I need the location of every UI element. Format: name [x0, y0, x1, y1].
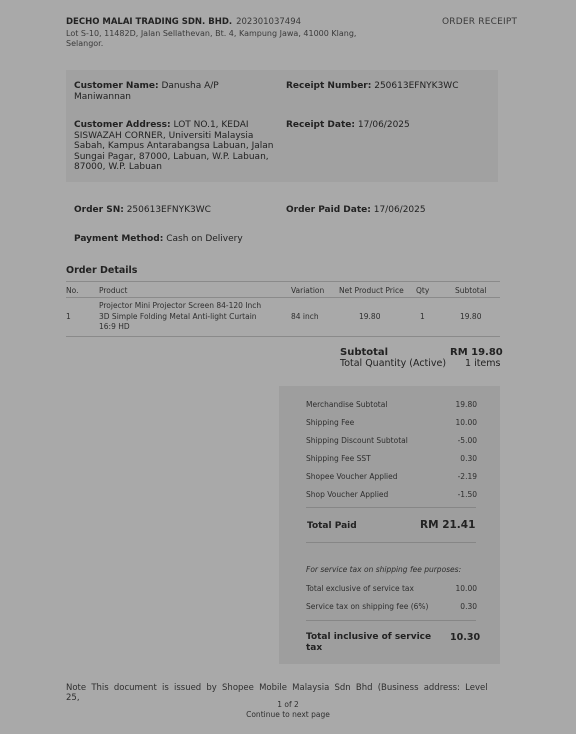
subtotal-value: RM 19.80 [450, 347, 503, 358]
customer-address-label: Customer Address: [74, 120, 171, 130]
tax-label: Total exclusive of service tax [306, 584, 414, 593]
seller-name [66, 17, 301, 27]
order-paid-date-label: Order Paid Date: [286, 205, 371, 215]
total-paid-label: Total Paid [307, 521, 357, 531]
tax-value: 10.00 [455, 584, 477, 593]
row-variation: 84 inch [291, 312, 319, 321]
page-number: 1 of 2 [277, 700, 299, 709]
receipt-date-label: Receipt Date: [286, 120, 355, 130]
payment-method-value: Cash on Delivery [166, 234, 243, 244]
summary-value: -5.00 [457, 436, 477, 445]
receipt-date [286, 120, 496, 131]
row-product: Projector Mini Projector Screen 84-120 Inch 3D Simple Folding Metal Anti-light Curtain 16:9 HD [99, 301, 262, 331]
customer-name-label: Customer Name: [74, 81, 159, 91]
document-type: ORDER RECEIPT [442, 17, 518, 27]
tax-value: 0.30 [460, 602, 477, 611]
column-header-subtotal: Subtotal [455, 286, 487, 295]
order-sn-label: Order SN: [74, 205, 124, 215]
seller-address: Lot S-10, 11482D, Jalan Sellathevan, Bt. 4, Kampung Jawa, 41000 Klang, Selangor. [66, 29, 357, 48]
footer-note: Note This document is issued by Shopee Mobile Malaysia Sdn Bhd (Business address: Level 25, [66, 683, 488, 703]
column-header-product: Product [99, 286, 128, 295]
row-net-price: 19.80 [359, 312, 381, 321]
order-details-title: Order Details [66, 265, 138, 276]
total-inclusive-label: Total inclusive of service tax [306, 632, 432, 653]
receipt-date-value: 17/06/2025 [357, 120, 410, 130]
table-top-divider [66, 281, 500, 282]
summary-divider [306, 620, 476, 621]
column-header-net-price: Net Product Price [339, 286, 404, 295]
tax-note: For service tax on shipping fee purposes: [306, 565, 462, 574]
customer-address-value: LOT NO.1, KEDAI SISWAZAH CORNER, Universiti Malaysia Sabah, Kampus Antarabangsa Labuan, Jalan Sungai Pagar, 87000, Labuan, W.P. Labuan, 87000, W.P. Labuan [74, 120, 274, 172]
row-subtotal: 19.80 [460, 312, 482, 321]
summary-value: 0.30 [460, 454, 477, 463]
table-bottom-divider [66, 336, 500, 337]
tax-label: Service tax on shipping fee (6%) [306, 602, 429, 611]
total-quantity-value: 1 items [465, 358, 501, 369]
row-qty: 1 [420, 312, 425, 321]
summary-label: Shipping Fee [306, 418, 355, 427]
row-no: 1 [66, 312, 71, 321]
summary-divider [306, 507, 476, 508]
order-sn [74, 205, 211, 216]
total-quantity-label: Total Quantity (Active) [340, 358, 447, 369]
summary-value: 19.80 [455, 400, 477, 409]
continue-text: Continue to next page [246, 710, 330, 719]
payment-method-label: Payment Method: [74, 234, 164, 244]
receipt-number-value: 250613EFNYK3WC [374, 81, 459, 91]
order-paid-date [286, 205, 426, 216]
total-paid-value: RM 21.41 [420, 519, 476, 531]
column-header-no: No. [66, 286, 79, 295]
summary-value: 10.00 [455, 418, 477, 427]
summary-value: -1.50 [457, 490, 477, 499]
receipt-number [286, 81, 496, 92]
seller-name-text: DECHO MALAI TRADING SDN. BHD. [66, 17, 233, 27]
column-header-variation: Variation [291, 286, 325, 295]
summary-label: Shipping Fee SST [306, 454, 371, 463]
customer-name [74, 81, 254, 102]
order-paid-date-value: 17/06/2025 [373, 205, 426, 215]
subtotal-label: Subtotal [340, 347, 389, 358]
table-header-divider [66, 297, 500, 298]
summary-label: Shipping Discount Subtotal [306, 436, 408, 445]
total-inclusive-value: 10.30 [450, 632, 481, 643]
seller-registration-number: 202301037494 [236, 17, 302, 27]
payment-method [74, 234, 243, 245]
summary-value: -2.19 [457, 472, 477, 481]
summary-label: Shopee Voucher Applied [306, 472, 398, 481]
column-header-qty: Qty [416, 286, 430, 295]
order-sn-value: 250613EFNYK3WC [126, 205, 211, 215]
summary-label: Merchandise Subtotal [306, 400, 388, 409]
summary-divider [306, 542, 476, 543]
summary-label: Shop Voucher Applied [306, 490, 389, 499]
customer-name-value: Danusha A/P Maniwannan [74, 81, 219, 102]
customer-address [74, 120, 278, 173]
receipt-number-label: Receipt Number: [286, 81, 372, 91]
